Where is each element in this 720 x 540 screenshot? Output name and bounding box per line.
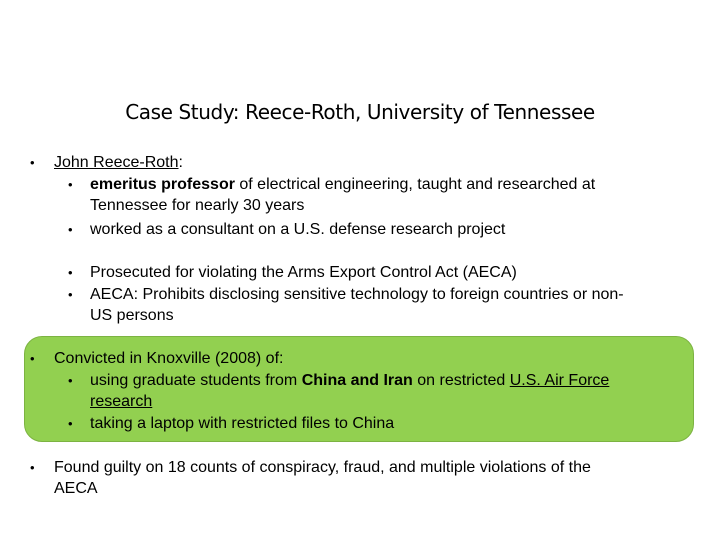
grad-research: research — [90, 393, 153, 410]
bullet: • — [30, 460, 35, 475]
emeritus-bold: emeritus professor — [90, 176, 235, 193]
bullet: • — [68, 416, 73, 431]
emeritus-rest: of electrical engineering, taught and researched at — [234, 176, 596, 193]
sub-bullet-emeritus — [90, 174, 595, 195]
sub-bullet-consultant: worked as a consultant on a U.S. defense research project — [90, 221, 506, 238]
bullet: • — [68, 373, 73, 388]
sub-bullet-laptop: taking a laptop with restricted files to China — [90, 415, 395, 432]
bullet-found-guilty: Found guilty on 18 counts of conspiracy, fraud, and multiple violations of the — [54, 459, 591, 476]
bullet: • — [30, 155, 35, 170]
sub-bullet-aeca-cont: US persons — [90, 307, 174, 324]
grad-countries: China and Iran — [301, 372, 413, 389]
sub-bullet-aeca: AECA: Prohibits disclosing sensitive technology to foreign countries or non- — [90, 286, 624, 303]
bullet-found-guilty-cont: AECA — [54, 480, 98, 497]
name-suffix: : — [178, 154, 183, 171]
bullet: • — [68, 177, 73, 192]
sub-bullet-graduate-students-cont — [90, 391, 152, 412]
bullet-convicted: Convicted in Knoxville (2008) of: — [54, 350, 284, 367]
person-name: John Reece-Roth — [54, 154, 179, 171]
slide-title: Case Study: Reece-Roth, University of Tennessee — [125, 100, 595, 124]
grad-mid: on restricted — [412, 372, 510, 389]
bullet: • — [68, 287, 73, 302]
sub-bullet-emeritus-cont: Tennessee for nearly 30 years — [90, 197, 305, 214]
bullet-john-reece-roth — [54, 152, 183, 173]
bullet: • — [68, 265, 73, 280]
sub-bullet-graduate-students — [90, 370, 609, 391]
bullet: • — [30, 351, 35, 366]
sub-bullet-prosecuted: Prosecuted for violating the Arms Export Control Act (AECA) — [90, 264, 517, 281]
grad-pre: using graduate students from — [90, 372, 302, 389]
grad-air-force: U.S. Air Force — [509, 372, 610, 389]
bullet: • — [68, 222, 73, 237]
